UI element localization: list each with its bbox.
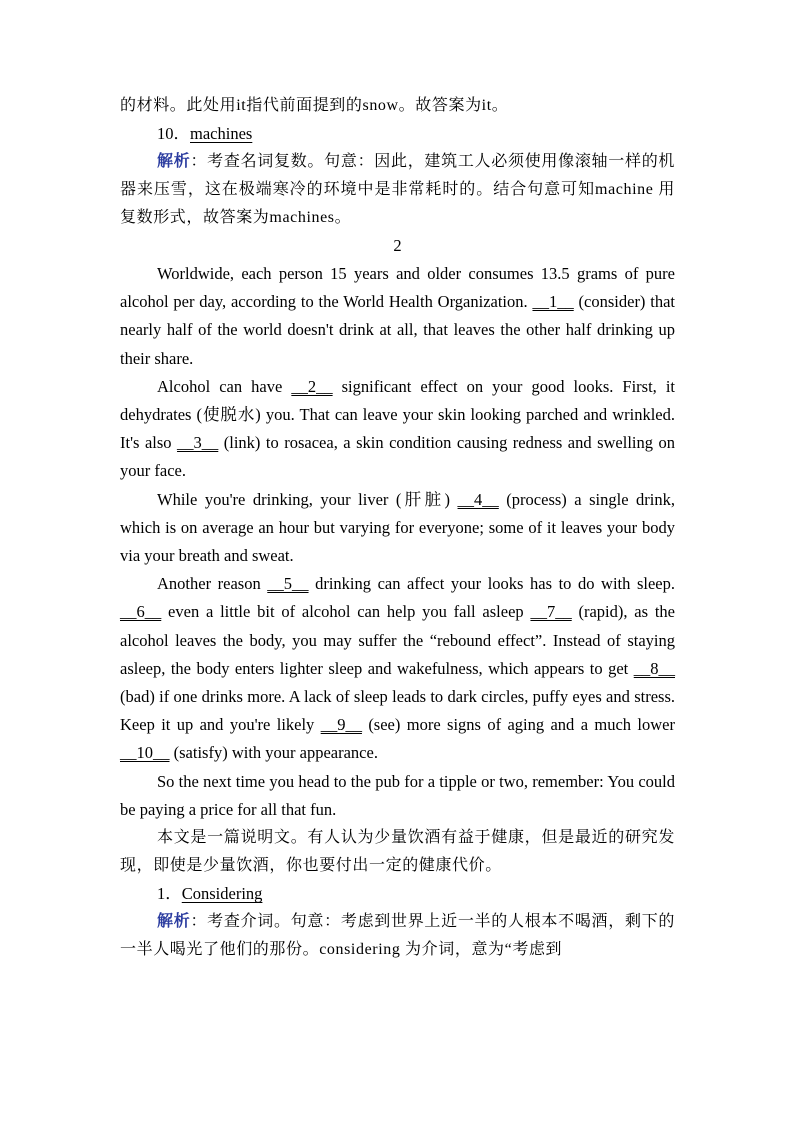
blank-8: __8__ [633, 658, 675, 678]
blank-3: __3__ [177, 433, 219, 453]
answer-text: Considering [181, 884, 263, 904]
blank-5: __5__ [267, 574, 309, 594]
blank-10: __10__ [120, 743, 170, 763]
explanation-label: 解析 [157, 913, 191, 931]
passage-paragraph-2: Alcohol can have __2__ significant effect on your good looks. First, it dehydrates (使脱水) you. That can leave your skin looking parched and wrinkled. It's also __3__ (link) to rosacea, a skin condition causing redness and swelling on your face. [120, 376, 676, 481]
passage [120, 260, 675, 824]
explanation-10 [120, 148, 675, 232]
blank-4: __4__ [457, 489, 499, 509]
blank-1: __1__ [532, 292, 574, 312]
blank-7: __7__ [530, 602, 572, 622]
blank-2: __2__ [291, 376, 333, 396]
answer-number: 1． [157, 884, 182, 904]
passage-summary: 本文是一篇说明文。有人认为少量饮酒有益于健康，但是最近的研究发现，即使是少量饮酒，你也要付出一定的健康代价。 [120, 829, 675, 875]
section-number: 2 [393, 236, 402, 255]
explanation-text: ：考查介词。句意：考虑到世界上近一半的人根本不喝酒，剩下的一半人喝光了他们的那份。considering 为介词，意为“考虑到 [120, 913, 676, 959]
passage-paragraph-1: Worldwide, each person 15 years and older consumes 13.5 grams of pure alcohol per day, according to the World Health Organization. __1__ (consider) that nearly half of the world doesn't drink at all, that leaves the other half drinking up their share. [120, 264, 675, 368]
answer-number: 10． [157, 124, 190, 143]
prev-explanation-end: 的材料。此处用it指代前面提到的snow。故答案为it。 [120, 97, 509, 114]
document-page [120, 92, 675, 964]
answer-1 [120, 880, 675, 908]
answer-text: machines [190, 124, 253, 143]
explanation-label: 解析 [157, 153, 191, 170]
blank-6: __6__ [120, 602, 162, 622]
blank-9: __9__ [320, 715, 362, 735]
passage-paragraph-4: Another reason __5__ drinking can affect your looks has to do with sleep. __6__ even a little bit of alcohol can help you fall asleep __7__ (rapid), as the alcohol leaves the body, you may suffer the “rebound effect”. Instead of staying asleep, the body enters lighter sleep and wakefulness, which appears to get __8__ (bad) if one drinks more. A lack of sleep leads to dark circles, puffy eyes and stress. Keep it up and you're likely __9__ (see) more signs of aging and a much lower __10__ (satisfy) with your appearance. [120, 574, 675, 763]
answer-10 [120, 120, 675, 148]
passage-paragraph-3: While you're drinking, your liver (肝脏) __4__ (process) a single drink, which is on average an hour but varying for everyone; some of it leaves your body via your breath and sweat. [120, 489, 675, 566]
explanation-1 [120, 908, 675, 964]
passage-paragraph-5: So the next time you head to the pub for a tipple or two, remember: You could be paying a price for all that fun. [120, 771, 675, 819]
explanation-text: ：考查名词复数。句意：因此，建筑工人必须使用像滚轴一样的机器来压雪，这在极端寒冷的环境中是非常耗时的。结合句意可知machine 用复数形式，故答案为machines。 [120, 153, 676, 226]
